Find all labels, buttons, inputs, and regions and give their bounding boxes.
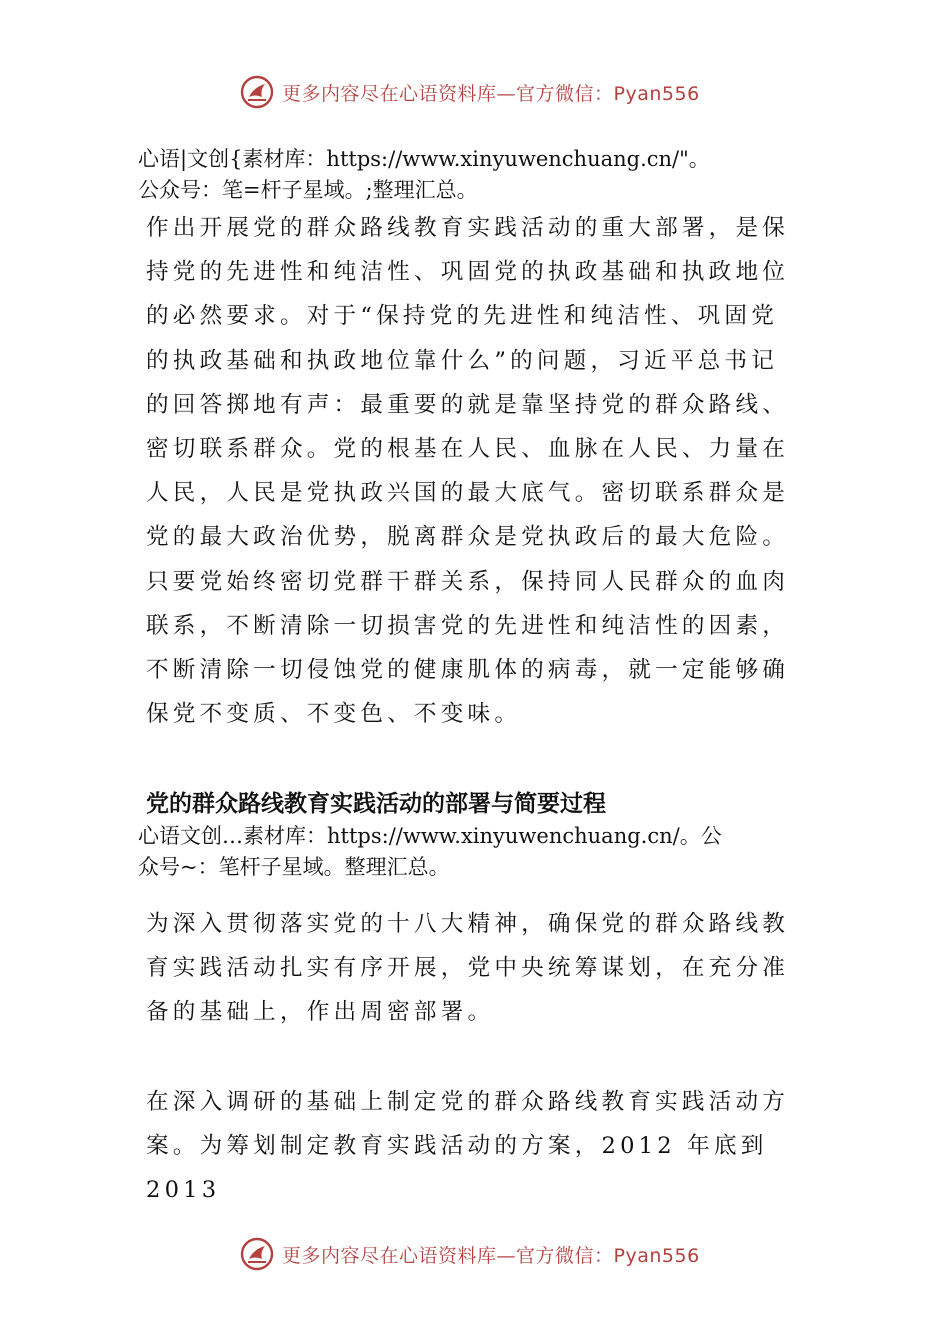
paragraph-line: 的回答掷地有声：最重要的就是靠坚持党的群众路线、 xyxy=(146,391,790,418)
note-line: 心语文创…素材库：https://www.xinyuwenchuang.cn/。公 xyxy=(138,824,722,848)
source-note-2 xyxy=(138,821,722,883)
paragraph-line: 党的最大政治优势，脱离群众是党执政后的最大危险。 xyxy=(146,524,790,551)
banner-text: 更多内容尽在心语资料库—官方微信：Pyan556 xyxy=(282,1244,700,1267)
wechat-id: Pyan556 xyxy=(613,1244,700,1267)
banner-content xyxy=(240,74,700,110)
header-banner xyxy=(0,70,950,114)
paragraph-line: 只要党始终密切党群干群关系，保持同人民群众的血肉 xyxy=(146,568,790,595)
body-paragraph-3 xyxy=(146,1080,789,1213)
paragraph-line: 联系，不断清除一切损害党的先进性和纯洁性的因素， xyxy=(146,612,790,639)
source-note-1 xyxy=(138,144,710,206)
wechat-id: Pyan556 xyxy=(613,82,700,105)
paragraph-line: 的必然要求。对于“保持党的先进性和纯洁性、巩固党 xyxy=(146,303,779,330)
paragraph-line: 密切联系群众。党的根基在人民、血脉在人民、力量在 xyxy=(146,436,790,463)
note-line: 公众号：笔=杆子星域。;整理汇总。 xyxy=(138,178,478,202)
paragraph-line: 案。为筹划制定教育实践活动的方案，2012 年底到 xyxy=(146,1133,768,1160)
paragraph-line: 2013 xyxy=(146,1177,221,1204)
paragraph-line: 的执政基础和执政地位靠什么”的问题，习近平总书记 xyxy=(146,347,779,374)
note-line: 心语|文创{素材库：https://www.xinyuwenchuang.cn/"。 xyxy=(138,147,710,171)
banner-text: 更多内容尽在心语资料库—官方微信：Pyan556 xyxy=(282,82,700,105)
book-logo-icon xyxy=(240,75,274,109)
paragraph-line: 持党的先进性和纯洁性、巩固党的执政基础和执政地位 xyxy=(146,259,790,286)
book-logo-icon xyxy=(240,1237,274,1271)
paragraph-line: 人民，人民是党执政兴国的最大底气。密切联系群众是 xyxy=(146,480,790,507)
paragraph-line: 作出开展党的群众路线教育实践活动的重大部署，是保 xyxy=(146,215,790,241)
body-paragraph-2 xyxy=(146,902,789,1035)
paragraph-line: 不断清除一切侵蚀党的健康肌体的病毒，就一定能够确 xyxy=(146,657,790,684)
section-heading: 党的群众路线教育实践活动的部署与简要过程 xyxy=(146,791,606,817)
paragraph-line: 在深入调研的基础上制定党的群众路线教育实践活动方 xyxy=(146,1089,790,1115)
paragraph-line: 为深入贯彻落实党的十八大精神，确保党的群众路线教 xyxy=(146,911,790,937)
paragraph-line: 育实践活动扎实有序开展，党中央统筹谋划，在充分准 xyxy=(146,955,790,982)
note-line: 众号~：笔杆子星域。整理汇总。 xyxy=(138,855,450,879)
banner-content xyxy=(240,1236,700,1272)
body-paragraph-1 xyxy=(146,206,789,736)
paragraph-line: 保党不变质、不变色、不变味。 xyxy=(146,701,522,728)
paragraph-line: 备的基础上，作出周密部署。 xyxy=(146,999,495,1026)
footer-banner xyxy=(0,1232,950,1276)
